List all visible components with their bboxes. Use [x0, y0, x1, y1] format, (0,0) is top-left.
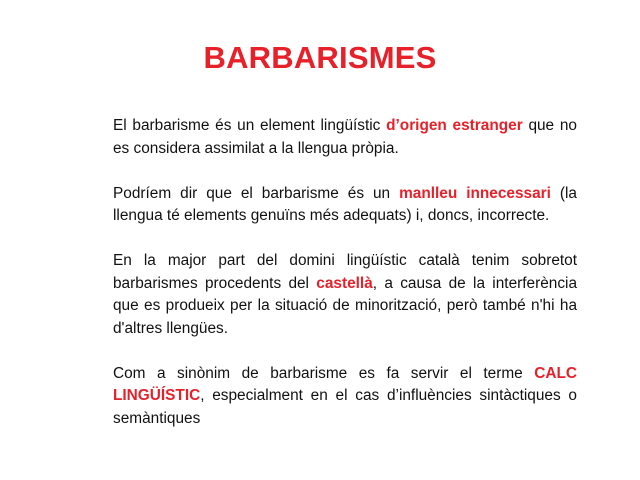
- paragraph-text: Podríem dir que el barbarisme és un: [113, 184, 400, 202]
- paragraph-text: (la llengua té elements genuïns més adequats) i, doncs, incorrecte.: [113, 184, 577, 224]
- paragraph-text: que no es considera assimilat a la llengua pròpia.: [113, 117, 577, 157]
- paragraph-text: , especialment en el cas d’influències sintàctiques o semàntiques: [113, 387, 577, 427]
- paragraph-text: , a causa de la interferència que es produeix per la situació de minorització, però també n'hi ha d'altres llengües.: [113, 274, 578, 337]
- highlight-term: manlleu innecessari: [399, 184, 551, 202]
- paragraph-castella: [113, 250, 577, 340]
- highlight-term: castellà: [316, 274, 373, 292]
- paragraph-text: En la major part del domini lingüístic català tenim sobretot barbarismes procedents del: [113, 252, 577, 292]
- paragraph-calc: [113, 363, 577, 431]
- paragraph-text: El barbarisme és un element lingüístic: [113, 117, 387, 134]
- highlight-term: CALC LINGÜÍSTIC: [113, 364, 577, 404]
- paragraph-definition: [113, 115, 577, 160]
- slide-title: BARBARISMES: [203, 40, 437, 75]
- paragraph-text: Com a sinònim de barbarisme es fa servir el terme: [113, 364, 535, 382]
- slide-body: [113, 115, 577, 453]
- paragraph-manlleu: [113, 183, 577, 228]
- highlight-term: d’origen estranger: [386, 117, 523, 134]
